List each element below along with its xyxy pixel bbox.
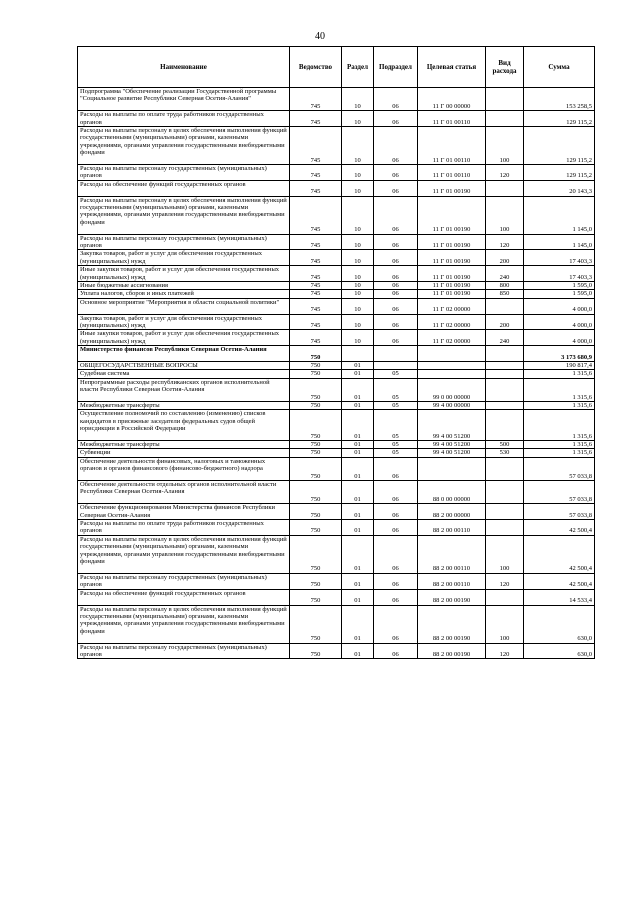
header-expense-type: Вид расхода (486, 47, 524, 88)
table-row (78, 330, 595, 346)
row-name: Расходы на выплаты персоналу в целях обеспечения выполнения функций государственными (муниципальными) органами, казенными учреждениями, органами управления государственными внебюджетными фондами (78, 196, 290, 234)
row-expense-type: 800 (486, 282, 524, 290)
row-name: Закупка товаров, работ и услуг для обеспечения государственных (муниципальных) нужд (78, 314, 290, 330)
row-section: 10 (342, 314, 374, 330)
row-subsection: 06 (374, 234, 418, 250)
row-amount: 1 595,0 (524, 282, 595, 290)
row-section: 01 (342, 449, 374, 457)
row-department: 750 (290, 346, 342, 362)
row-name: Расходы на выплаты персоналу государственных (муниципальных) органов (78, 165, 290, 181)
table-row (78, 378, 595, 401)
row-name: Иные бюджетные ассигнования (78, 282, 290, 290)
table-body (78, 88, 595, 659)
row-target-article: 88 0 00 00000 (418, 481, 486, 504)
row-department: 750 (290, 449, 342, 457)
row-department: 745 (290, 330, 342, 346)
table-row (78, 643, 595, 659)
row-department: 750 (290, 362, 342, 370)
row-target-article: 11 Г 01 00110 (418, 127, 486, 165)
row-department: 745 (290, 234, 342, 250)
row-name: Подпрограмма "Обеспечение реализации Государственной программы "Социальное развитие Республики Северная Осетия-Алания" (78, 88, 290, 111)
row-name: Межбюджетные трансферты (78, 441, 290, 449)
row-amount: 1 315,6 (524, 410, 595, 441)
row-section: 01 (342, 481, 374, 504)
row-subsection: 06 (374, 535, 418, 573)
row-department: 745 (290, 180, 342, 196)
row-amount: 1 315,6 (524, 378, 595, 401)
row-expense-type: 240 (486, 266, 524, 282)
row-name: Непрограммные расходы республиканских органов исполнительной власти Республики Северная Осетия-Алания (78, 378, 290, 401)
row-amount: 1 315,6 (524, 441, 595, 449)
row-expense-type (486, 298, 524, 314)
row-target-article: 88 2 00 00190 (418, 589, 486, 605)
row-target-article: 88 2 00 00190 (418, 605, 486, 643)
row-amount: 129 115,2 (524, 165, 595, 181)
row-subsection: 06 (374, 643, 418, 659)
row-name: Расходы на обеспечение функций государственных органов (78, 589, 290, 605)
row-target-article (418, 346, 486, 362)
row-expense-type: 200 (486, 314, 524, 330)
row-name: Расходы на выплаты по оплате труда работников государственных органов (78, 111, 290, 127)
table-row (78, 250, 595, 266)
header-amount: Сумма (524, 47, 595, 88)
row-section: 10 (342, 290, 374, 298)
table-row (78, 589, 595, 605)
row-subsection: 06 (374, 290, 418, 298)
row-name: Иные закупки товаров, работ и услуг для обеспечения государственных (муниципальных) нужд (78, 330, 290, 346)
row-expense-type: 500 (486, 441, 524, 449)
row-section: 10 (342, 127, 374, 165)
row-section: 01 (342, 535, 374, 573)
row-section: 10 (342, 111, 374, 127)
row-subsection: 06 (374, 180, 418, 196)
row-subsection: 06 (374, 250, 418, 266)
row-subsection: 06 (374, 298, 418, 314)
row-department: 750 (290, 643, 342, 659)
row-amount: 1 145,0 (524, 196, 595, 234)
row-department: 745 (290, 298, 342, 314)
table-row (78, 402, 595, 410)
row-name: Расходы на выплаты персоналу в целях обеспечения выполнения функций государственными (муниципальными) органами, казенными учреждениями, органами управления государственными внебюджетными фондами (78, 605, 290, 643)
table-row (78, 410, 595, 441)
row-expense-type: 100 (486, 127, 524, 165)
row-expense-type (486, 520, 524, 536)
row-section (342, 346, 374, 362)
table-row (78, 362, 595, 370)
row-subsection: 06 (374, 127, 418, 165)
header-row (78, 47, 595, 88)
row-target-article: 11 Г 00 00000 (418, 88, 486, 111)
row-expense-type (486, 370, 524, 378)
row-amount: 4 000,0 (524, 314, 595, 330)
row-amount: 14 533,4 (524, 589, 595, 605)
row-subsection: 06 (374, 314, 418, 330)
row-amount: 57 033,8 (524, 457, 595, 480)
row-department: 745 (290, 266, 342, 282)
row-subsection: 06 (374, 457, 418, 480)
table-row (78, 605, 595, 643)
row-department: 750 (290, 535, 342, 573)
table-row (78, 180, 595, 196)
row-name: Обеспечение деятельности финансовых, налоговых и таможенных органов и органов финансового (финансово-бюджетного) надзора (78, 457, 290, 480)
table-row (78, 457, 595, 480)
row-name: Обеспечение функционирования Министерства финансов Республики Северная Осетия-Алания (78, 504, 290, 520)
table-row (78, 165, 595, 181)
row-target-article: 99 4 00 51200 (418, 441, 486, 449)
row-department: 750 (290, 520, 342, 536)
row-target-article: 11 Г 01 00190 (418, 234, 486, 250)
row-target-article (418, 370, 486, 378)
header-name: Наименование (78, 47, 290, 88)
page-number: 40 (315, 31, 325, 42)
row-department: 750 (290, 504, 342, 520)
row-section: 01 (342, 370, 374, 378)
row-amount: 57 033,8 (524, 481, 595, 504)
row-name: Осуществление полномочий по составлению (изменению) списков кандидатов в присяжные заседатели федеральных судов общей юрисдикции в Российской Федерации (78, 410, 290, 441)
row-target-article: 11 Г 01 00190 (418, 290, 486, 298)
row-name: Расходы на выплаты персоналу в целях обеспечения выполнения функций государственными (муниципальными) органами, казенными учреждениями, органами управления государственными внебюджетными фондами (78, 127, 290, 165)
header-department: Ведомство (290, 47, 342, 88)
table-row (78, 573, 595, 589)
row-name: Закупка товаров, работ и услуг для обеспечения государственных (муниципальных) нужд (78, 250, 290, 266)
row-amount: 630,0 (524, 643, 595, 659)
row-expense-type: 240 (486, 330, 524, 346)
row-target-article: 11 Г 02 00000 (418, 314, 486, 330)
table-row (78, 282, 595, 290)
row-section: 01 (342, 457, 374, 480)
table-row (78, 127, 595, 165)
row-expense-type (486, 589, 524, 605)
header-target-article: Целевая статья (418, 47, 486, 88)
row-department: 750 (290, 378, 342, 401)
row-subsection: 06 (374, 111, 418, 127)
row-section: 01 (342, 402, 374, 410)
row-expense-type (486, 180, 524, 196)
row-subsection: 06 (374, 589, 418, 605)
row-target-article (418, 362, 486, 370)
table-row (78, 290, 595, 298)
row-expense-type (486, 111, 524, 127)
row-department: 745 (290, 250, 342, 266)
row-department: 750 (290, 481, 342, 504)
row-department: 745 (290, 165, 342, 181)
row-subsection: 06 (374, 165, 418, 181)
row-section: 10 (342, 88, 374, 111)
row-expense-type: 120 (486, 573, 524, 589)
table-row (78, 196, 595, 234)
row-amount: 17 403,3 (524, 266, 595, 282)
row-amount: 17 403,3 (524, 250, 595, 266)
row-expense-type: 120 (486, 234, 524, 250)
row-expense-type: 120 (486, 643, 524, 659)
row-section: 10 (342, 266, 374, 282)
table-row (78, 111, 595, 127)
row-name: ОБЩЕГОСУДАРСТВЕННЫЕ ВОПРОСЫ (78, 362, 290, 370)
table-row (78, 481, 595, 504)
row-department: 745 (290, 127, 342, 165)
row-expense-type (486, 481, 524, 504)
row-amount: 129 115,2 (524, 127, 595, 165)
table-row (78, 88, 595, 111)
row-expense-type: 100 (486, 535, 524, 573)
row-name: Расходы на обеспечение функций государственных органов (78, 180, 290, 196)
row-name: Иные закупки товаров, работ и услуг для обеспечения государственных (муниципальных) нужд (78, 266, 290, 282)
row-target-article: 88 2 00 00110 (418, 520, 486, 536)
budget-table (77, 46, 595, 659)
row-subsection: 06 (374, 605, 418, 643)
row-target-article: 11 Г 01 00190 (418, 196, 486, 234)
row-subsection (374, 362, 418, 370)
row-section: 10 (342, 330, 374, 346)
row-target-article: 88 2 00 00190 (418, 643, 486, 659)
row-subsection: 06 (374, 88, 418, 111)
row-amount: 153 258,5 (524, 88, 595, 111)
row-amount: 4 000,0 (524, 298, 595, 314)
row-expense-type (486, 346, 524, 362)
table-row (78, 266, 595, 282)
row-subsection: 05 (374, 402, 418, 410)
row-section: 10 (342, 165, 374, 181)
row-target-article: 11 Г 02 00000 (418, 298, 486, 314)
row-subsection: 06 (374, 520, 418, 536)
table-row (78, 520, 595, 536)
row-name: Основное мероприятие "Мероприятия в области социальной политики" (78, 298, 290, 314)
row-amount: 42 500,4 (524, 573, 595, 589)
row-department: 745 (290, 88, 342, 111)
row-expense-type (486, 410, 524, 441)
row-section: 10 (342, 196, 374, 234)
row-amount: 42 500,4 (524, 520, 595, 536)
row-subsection: 05 (374, 441, 418, 449)
row-section: 01 (342, 589, 374, 605)
row-amount: 20 143,3 (524, 180, 595, 196)
row-name: Расходы на выплаты персоналу в целях обеспечения выполнения функций государственными (муниципальными) органами, казенными учреждениями, органами управления государственными внебюджетными фондами (78, 535, 290, 573)
row-section: 01 (342, 605, 374, 643)
row-amount: 57 033,8 (524, 504, 595, 520)
row-subsection: 06 (374, 196, 418, 234)
row-name: Расходы на выплаты персоналу государственных (муниципальных) органов (78, 234, 290, 250)
row-target-article: 99 4 00 51200 (418, 410, 486, 441)
row-expense-type: 200 (486, 250, 524, 266)
header-section: Раздел (342, 47, 374, 88)
row-section: 10 (342, 282, 374, 290)
row-target-article: 99 0 00 00000 (418, 378, 486, 401)
table-row (78, 441, 595, 449)
row-name: Министерство финансов Республики Северная Осетия-Алания (78, 346, 290, 362)
row-department: 750 (290, 605, 342, 643)
row-expense-type (486, 457, 524, 480)
row-subsection: 06 (374, 504, 418, 520)
table-row (78, 314, 595, 330)
row-target-article: 88 2 00 00000 (418, 504, 486, 520)
table-row (78, 234, 595, 250)
row-department: 745 (290, 282, 342, 290)
row-department: 750 (290, 441, 342, 449)
row-target-article: 88 2 00 00110 (418, 535, 486, 573)
row-name: Расходы на выплаты персоналу государственных (муниципальных) органов (78, 573, 290, 589)
table-row (78, 370, 595, 378)
row-expense-type: 120 (486, 165, 524, 181)
row-department: 750 (290, 402, 342, 410)
row-department: 745 (290, 196, 342, 234)
row-target-article (418, 457, 486, 480)
row-section: 01 (342, 378, 374, 401)
row-department: 745 (290, 111, 342, 127)
row-department: 750 (290, 457, 342, 480)
row-section: 10 (342, 234, 374, 250)
row-amount: 4 000,0 (524, 330, 595, 346)
row-name: Уплата налогов, сборов и иных платежей (78, 290, 290, 298)
row-subsection: 06 (374, 481, 418, 504)
row-section: 01 (342, 520, 374, 536)
row-name: Межбюджетные трансферты (78, 402, 290, 410)
row-subsection: 05 (374, 449, 418, 457)
table-row (78, 504, 595, 520)
table-header (78, 47, 595, 88)
row-section: 01 (342, 410, 374, 441)
row-amount: 129 115,2 (524, 111, 595, 127)
row-section: 01 (342, 643, 374, 659)
row-target-article: 99 4 00 00000 (418, 402, 486, 410)
row-target-article: 11 Г 01 00190 (418, 250, 486, 266)
row-amount: 190 817,4 (524, 362, 595, 370)
row-department: 750 (290, 370, 342, 378)
row-amount: 1 145,0 (524, 234, 595, 250)
row-subsection: 06 (374, 266, 418, 282)
table-row (78, 449, 595, 457)
row-name: Судебная система (78, 370, 290, 378)
row-section: 01 (342, 441, 374, 449)
row-name: Обеспечение деятельности отдельных органов исполнительной власти Республики Северная Осетия-Алания (78, 481, 290, 504)
row-expense-type (486, 362, 524, 370)
row-expense-type (486, 402, 524, 410)
table-row (78, 535, 595, 573)
row-amount: 1 315,6 (524, 370, 595, 378)
row-amount: 1 595,0 (524, 290, 595, 298)
row-subsection: 05 (374, 378, 418, 401)
row-subsection: 06 (374, 330, 418, 346)
row-target-article: 88 2 00 00110 (418, 573, 486, 589)
table-row (78, 298, 595, 314)
row-expense-type (486, 504, 524, 520)
row-department: 750 (290, 410, 342, 441)
row-expense-type (486, 88, 524, 111)
row-amount: 1 315,6 (524, 449, 595, 457)
row-amount: 1 315,6 (524, 402, 595, 410)
row-department: 750 (290, 573, 342, 589)
row-target-article: 11 Г 01 00110 (418, 165, 486, 181)
row-target-article: 11 Г 02 00000 (418, 330, 486, 346)
row-target-article: 11 Г 01 00110 (418, 111, 486, 127)
row-subsection (374, 346, 418, 362)
row-expense-type: 100 (486, 196, 524, 234)
row-expense-type: 530 (486, 449, 524, 457)
row-subsection: 05 (374, 410, 418, 441)
row-department: 745 (290, 290, 342, 298)
row-expense-type (486, 378, 524, 401)
row-section: 10 (342, 250, 374, 266)
row-subsection: 05 (374, 370, 418, 378)
row-section: 10 (342, 180, 374, 196)
row-section: 10 (342, 298, 374, 314)
row-subsection: 06 (374, 573, 418, 589)
row-department: 750 (290, 589, 342, 605)
table-row (78, 346, 595, 362)
row-target-article: 99 4 00 51200 (418, 449, 486, 457)
row-section: 01 (342, 362, 374, 370)
row-target-article: 11 Г 01 00190 (418, 282, 486, 290)
row-section: 01 (342, 504, 374, 520)
row-expense-type: 850 (486, 290, 524, 298)
header-subsection: Подраздел (374, 47, 418, 88)
row-name: Расходы на выплаты по оплате труда работников государственных органов (78, 520, 290, 536)
row-amount: 630,0 (524, 605, 595, 643)
row-expense-type: 100 (486, 605, 524, 643)
row-name: Расходы на выплаты персоналу государственных (муниципальных) органов (78, 643, 290, 659)
row-amount: 42 500,4 (524, 535, 595, 573)
row-target-article: 11 Г 01 00190 (418, 180, 486, 196)
row-section: 01 (342, 573, 374, 589)
row-target-article: 11 Г 01 00190 (418, 266, 486, 282)
row-department: 745 (290, 314, 342, 330)
row-name: Субвенции (78, 449, 290, 457)
row-subsection: 06 (374, 282, 418, 290)
row-amount: 3 173 680,9 (524, 346, 595, 362)
